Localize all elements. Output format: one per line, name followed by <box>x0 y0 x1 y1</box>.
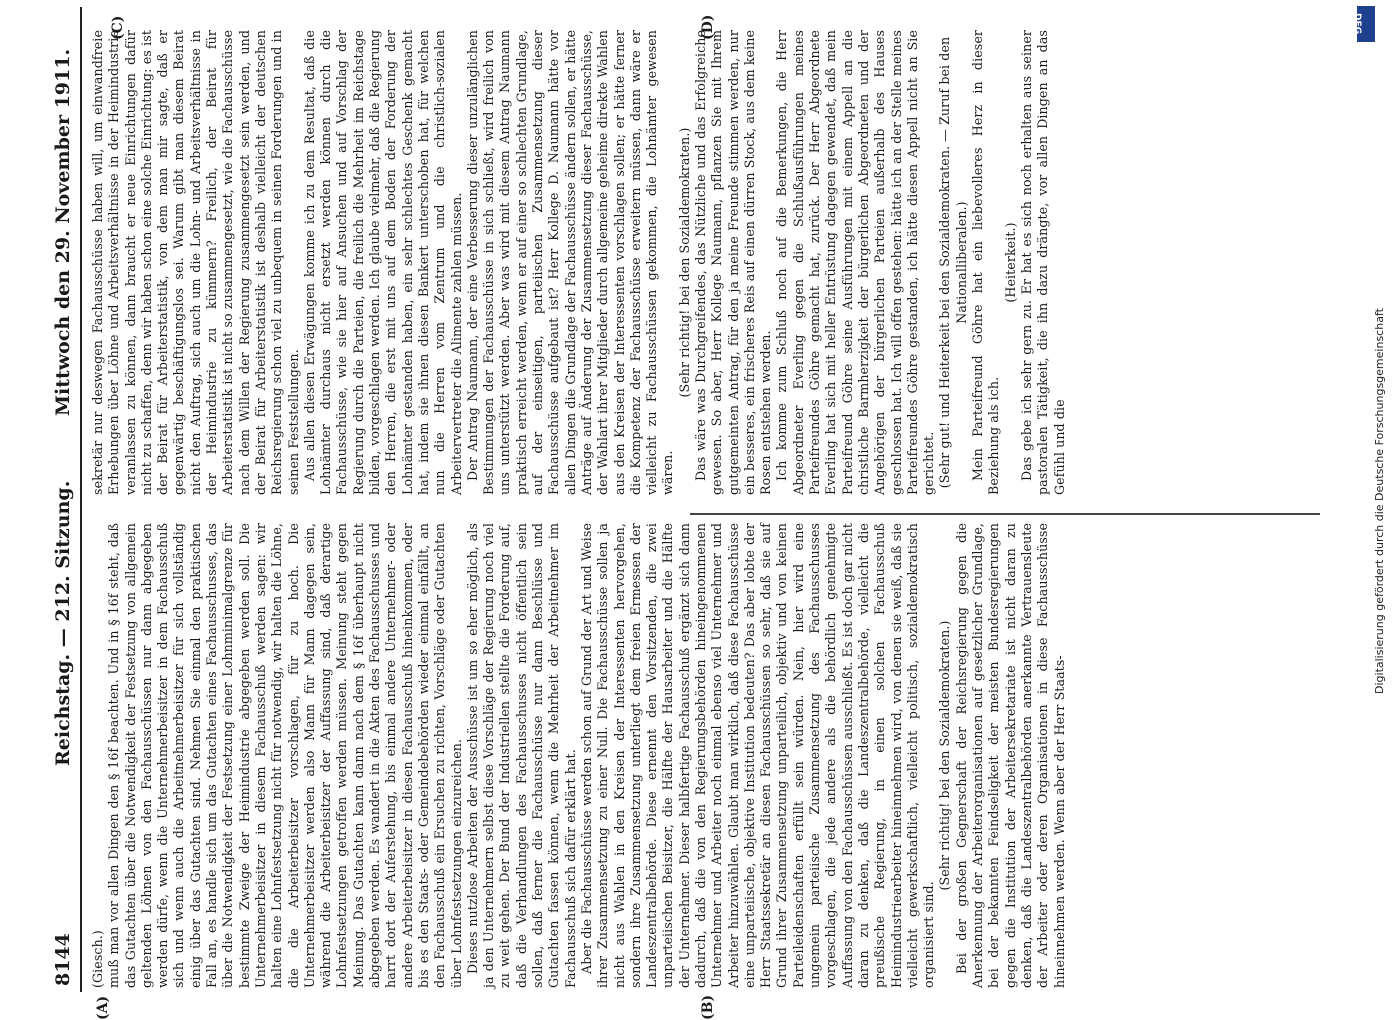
page-number: 8144 <box>52 933 74 986</box>
paragraph: sekretär nur deswegen Fachausschüsse haben will, um einwandfreie Erhebungen über Löhne und Arbeitsverhältnisse in der Heimindustrie veranlassen zu können, dann braucht er neue Einrichtungen dafür nicht zu schaffen, denn wir haben schon eine solche Einrichtung: es ist der Beirat für Arbeiterstatistik, von dem man mir sagte, daß er gegenwärtig beschäftigungslos sei. Warum gibt man diesem Beirat nicht den Auftrag, sich auch um die Lohn- und Arbeitsverhältnisse in der Heimindustrie zu kümmern? Freilich, der Beirat für Arbeiterstatistik ist nicht so zusammengesetzt, wie die Fachausschüsse nach dem Willen der Regierung zusammengesetzt sein werden, und der Beirat für Arbeiterstatistik ist deshalb vielleicht der deutschen Reichsregierung schon viel zu unbequem in seinen Forderungen und in seinen Feststellungen. <box>90 30 301 495</box>
right-column <box>90 30 1068 495</box>
paragraph: (Sehr richtig! bei den Sozialdemokraten.) <box>937 620 953 891</box>
paragraph: (Giesch.) <box>90 930 105 988</box>
paragraph: Der Antrag Naumann, der eine Verbesserung dieser unzulänglichen Bestimmungen der Fachausschüsse in sich schließt, wird freilich von uns unterstützt werden. Aber was wird mit diesem Antrag Naumann praktisch erreicht werden, wenn er auf einer so schlechten Grundlage, auf der einseitigen, parteiischen Zusammensetzung dieser Fachausschüsse aufgebaut ist? Herr Kollege D. Naumann hätte vor allen Dingen die Grundlage der Fachausschüsse ändern sollen, er hätte Anträge auf Änderung der Zusammensetzung dieser Fachausschüsse, der Wahlart ihrer Mitglieder durch allgemeine geheime direkte Wahlen aus den Kreisen der Interessenten vorschlagen sollen; er hätte ferner die Kompetenz der Fachausschüsse erweitern müssen, dann wäre er vielleicht zu Fachausschüssen gekommen, die Lohnämter gewesen wären. <box>464 30 676 495</box>
paragraph: Das gebe ich sehr gern zu. Er hat es sich noch erhalten aus seiner pastoralen Tätigkeit, die ihn dazu drängte, vor allen Dingen an das Gefühl und die <box>1018 30 1067 495</box>
marker-d: (D) <box>700 14 716 40</box>
header-title: Reichstag. — 212. Sitzung. <box>52 480 74 766</box>
marker-b: (B) <box>700 994 716 1020</box>
paragraph: Das wäre was Durchgreifendes, das Nützliche und das Erfolgreiche gewesen. So aber, Herr Kollege Naumann, pflanzen Sie mit Ihrem gutgemeinten Antrag, für den ja meine Freunde stimmen werden, nur ein besseres, ein frischeres Reis auf einen dürren Stock, aus dem keine Rosen entstehen werden. <box>692 30 774 495</box>
dfg-logo: DFG <box>1357 6 1375 42</box>
paragraph: Aber die Fachausschüsse werden schon auf Grund der Art und Weise ihrer Zusammensetzung zu einer Null. Die Fachausschüsse sollen ja nicht aus Wahlen in den Kreisen der Interessenten hervorgehen, sondern ihre Zusammensetzung unterliegt dem freien Ermessen der Landeszentralbehörde. Diese ernennt den Vorsitzenden, die zwei unparteiischen Beisitzer, die Hälfte der Hausarbeiter und die Hälfte der Unternehmer. Dieser halbfertige Fachausschuß ergänzt sich dann dadurch, daß die von den Regierungsbehörden hineingenommenen Unternehmer und Arbeiter noch einmal ebenso viel Unternehmer und Arbeiter hinzuwählen. Glaubt man wirklich, daß diese Fachausschüsse eine unparteiische, objektive Institution bedeuten? Das aber lobte der Herr Staatssekretär an diesen Fachausschüssen so sehr, daß sie auf Grund ihrer Zusammensetzung unparteilich, objektiv und von keinen Parteileidenschaften erfüllt sein würden. Nein, hier wird eine ungemein parteiische Zusammensetzung des Fachausschusses vorgeschlagen, die jede andere als die behördlich genehmigte Auffassung von den Fachausschüssen ausschließt. Es ist doch gar nicht daran zu denken, daß die Landeszentralbehörde, vielleicht die preußische Regierung, in einen solchen Fachausschuß Heimindustriearbeiter hineinnehmen wird, von denen sie weiß, daß sie vielleicht gewerkschaftlich, vielleicht politisch, sozialdemokratisch organisiert sind. <box>578 523 937 988</box>
header-rule <box>80 7 82 992</box>
paragraph: Ich komme zum Schluß noch auf die Bemerkungen, die Herr Abgeordneter Everling gegen die Schlußausführungen meines Parteifreundes Göhre gemacht hat, zurück. Der Herr Abgeordnete Everling hat sich mit heller Entrüstung dagegen gewendet, daß mein Parteifreund Göhre seine Ausführungen mit einem Appell an die christliche Barmherzigkeit der bürgerlichen Abgeordneten und der Angehörigen der bürgerlichen Parteien außerhalb des Hauses geschlossen hat. Ich will offen gestehen: hätte ich an der Stelle meines Parteifreundes Göhre gestanden, ich hätte diesen Appell nicht an Sie gerichtet. <box>774 30 937 495</box>
marker-c: (C) <box>110 15 126 40</box>
paragraph: (Sehr richtig! bei den Sozialdemokraten.) <box>676 127 692 398</box>
paragraph: (Sehr gut! und Heiterkeit bei den Sozialdemokraten. — Zuruf bei den Nationalliberalen.) <box>937 36 969 489</box>
paragraph: Dieses nutzlose Arbeiten der Ausschüsse ist um so eher möglich, als ja den Unternehmern selbst diese Vorschläge der Regierung noch viel zu weit gehen. Der Bund der Industriellen stellte die Forderung auf, daß die Verhandlungen des Fachausschusses nicht öffentlich sein sollen, daß ferner die Fachausschüsse nur dann Beschlüsse und Gutachten fassen können, wenn die Mehrheit der Arbeitnehmer im Fachausschuß sich dafür erklärt hat. <box>464 523 578 988</box>
header-date: Mittwoch den 29. November 1911. <box>52 48 74 416</box>
paragraph: Mein Parteifreund Göhre hat ein liebevolleres Herz in dieser Beziehung als ich. <box>970 30 1002 495</box>
paragraph: Aus allen diesen Erwägungen komme ich zu dem Resultat, daß die Lohnämter durchaus nicht ersetzt werden können durch die Fachausschüsse, wie sie hier auf Ansuchen und auf Vorschlag der Regierung durch die Parteien, die freilich die Mehrheit im Reichstage bilden, vorgeschlagen werden. Ich glaube vielmehr, daß die Regierung den Herren, die erst mit uns auf dem Boden der Forderung der Lohnämter gestanden haben, ein sehr schlechtes Geschenk gemacht hat, indem sie ihnen diesen Bankert unterschoben hat, für welchen nun die Herren vom Zentrum und die christlich-sozialen Arbeitervertreter die Alimente zahlen müssen. <box>301 30 464 495</box>
page-header <box>52 16 76 986</box>
paragraph: (Heiterkeit.) <box>1002 222 1018 303</box>
column-divider <box>690 513 1320 515</box>
digitization-text: Digitalisierung gefördert durch die Deutsche Forschungsgemeinschaft <box>1373 308 1386 694</box>
paragraph: Bei der großen Gegnerschaft der Reichsregierung gegen die Anerkennung der Arbeiterorganisationen auf gesetzlicher Grundlage, bei der bekannten Feindseligkeit der meisten Bundesregierungen gegen die Institution der Arbeitersekretariate ist nicht daran zu denken, daß die Landeszentralbehörden anerkannte Vertrauensleute der Arbeiter oder deren Organisationen in diese Fachausschüsse hineinnehmen werden. Wenn aber der Herr Staats- <box>953 523 1067 988</box>
left-column <box>90 523 1068 988</box>
paragraph: muß man vor allen Dingen den § 16f beachten. Und in § 16f steht, daß das Gutachten über die Notwendigkeit der Festsetzung von allgemein geltenden Löhnen von den Fachausschüssen nur dann abgegeben werden dürfe, wenn die Unternehmerbeisitzer in dem Fachausschuß sich und wenn auch die Arbeitnehmerbeisitzer für sich vollständig einig über das Gutachten sind. Nehmen Sie einmal den praktischen Fall an, es handle sich um das Gutachten eines Fachausschusses, das über die Notwendigkeit der Festsetzung einer Lohnminimalgrenze für bestimmte Zweige der Heimindustrie abgegeben werden soll. Die Unternehmerbeisitzer in diesem Fachausschuß werden sagen: wir halten eine Lohnfestsetzung nicht für notwendig, wir halten die Löhne, die die Arbeiterbeisitzer vorschlagen, für zu hoch. Die Unternehmerbeisitzer werden also Mann für Mann dagegen sein, während die Arbeiterbeisitzer der Auffassung sind, daß derartige Lohnfestsetzungen getroffen werden müssen. Meinung steht gegen Meinung. Das Gutachten kann dann nach dem § 16f überhaupt nicht abgegeben werden. Es wandert in die Akten des Fachausschusses und harrt dort der Auferstehung, bis einmal andere Unternehmer- oder andere Arbeiterbeisitzer in diesen Fachausschuß hineinkommen, oder bis es den Staats- oder Gemeindebehörden wieder einmal einfällt, an den Fachausschuß ein Ersuchen zu richten, Vorschläge oder Gutachten über Lohnfestsetzungen einzureichen. <box>106 523 464 988</box>
marker-a: (A) <box>95 995 111 1020</box>
digitization-note <box>1353 4 1386 704</box>
